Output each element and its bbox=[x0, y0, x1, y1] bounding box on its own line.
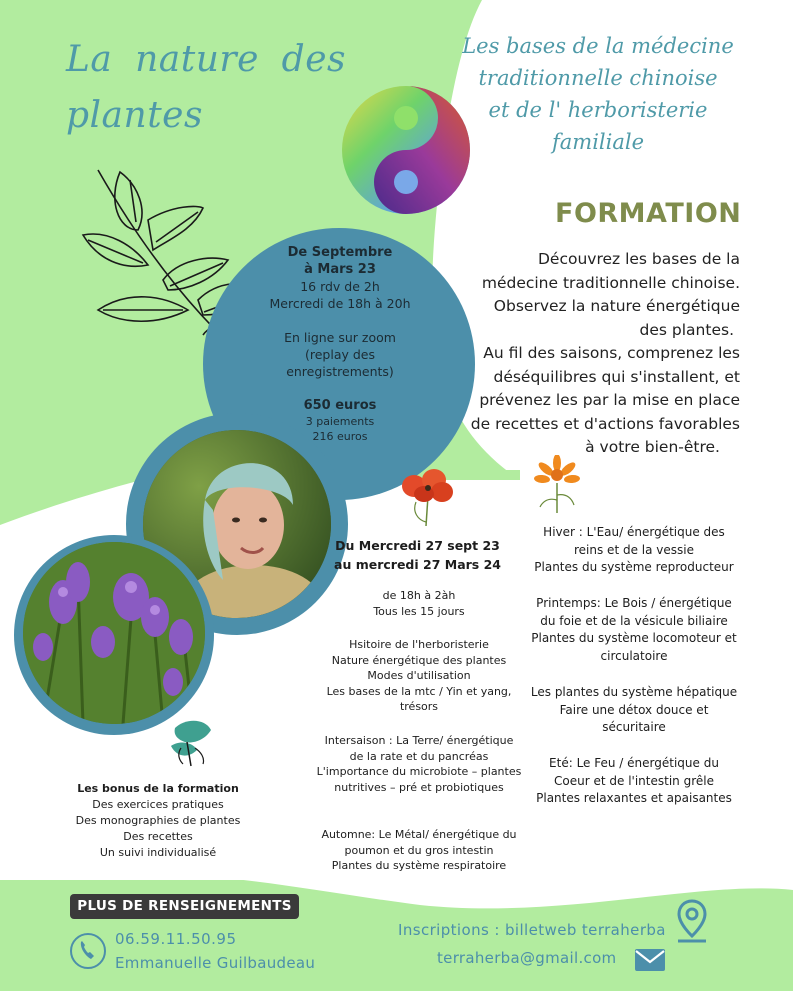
program-block bbox=[308, 588, 530, 619]
program-block bbox=[523, 595, 745, 665]
bonus-item: Un suivi individualisé bbox=[99, 846, 217, 859]
session-dates bbox=[330, 536, 505, 574]
program-line: Modes d'utilisation bbox=[367, 669, 471, 682]
title-line-2: plantes bbox=[66, 95, 203, 136]
bonus-title: Les bonus de la formation bbox=[77, 782, 239, 795]
program-line: Intersaison : La Terre/ énergétique bbox=[324, 734, 514, 747]
program-line: Printemps: Le Bois / énergétique bbox=[536, 596, 732, 610]
program-line: du foie et de la vésicule biliaire bbox=[540, 613, 728, 628]
period-line: De Septembre bbox=[287, 245, 393, 260]
info-circle-text bbox=[248, 244, 432, 444]
program-line: poumon et du gros intestin bbox=[344, 843, 494, 857]
intro-line: médecine traditionnelle chinoise. bbox=[481, 273, 740, 292]
program-line: Plantes du système respiratoire bbox=[331, 859, 507, 872]
program-line: Coeur et de l'intestin grêle bbox=[554, 773, 714, 788]
subtitle-line: et de l' herboristerie bbox=[488, 98, 708, 122]
main-title bbox=[66, 32, 346, 144]
program-line: Plantes du système reproducteur bbox=[534, 560, 734, 574]
program-line: de 18h à 2àh bbox=[382, 589, 456, 602]
leaf-icon bbox=[165, 718, 217, 768]
flower-photo bbox=[23, 542, 205, 724]
online-line: (replay des bbox=[304, 347, 375, 362]
period-line: à Mars 23 bbox=[304, 262, 376, 277]
program-line: nutritives – pré et probiotiques bbox=[334, 780, 504, 794]
intro-line: Découvrez les bases de la bbox=[537, 250, 740, 268]
program-line: de la rate et du pancréas bbox=[349, 749, 489, 763]
program-line: L'importance du microbiote – plantes bbox=[316, 765, 522, 778]
program-line: reins et de la vessie bbox=[574, 542, 694, 557]
subtitle-line: traditionnelle chinoise bbox=[478, 66, 718, 90]
program-line: Automne: Le Métal/ énergétique du bbox=[321, 828, 517, 841]
program-line: sécuritaire bbox=[602, 720, 666, 734]
program-line: Les plantes du système hépatique bbox=[530, 685, 738, 699]
map-pin-icon bbox=[675, 898, 709, 944]
program-block bbox=[523, 524, 745, 577]
intro-line: déséquilibres qui s'installent, et bbox=[493, 367, 740, 386]
online-line: enregistrements) bbox=[286, 364, 394, 379]
mail-icon bbox=[634, 948, 666, 972]
contact-name: Emmanuelle Guilbaudeau bbox=[115, 954, 316, 972]
subtitle-line: Les bases de la médecine bbox=[462, 34, 734, 58]
program-block bbox=[308, 733, 530, 795]
program-block bbox=[523, 755, 745, 808]
program-line: Faire une détox douce et bbox=[559, 702, 709, 717]
dates-line: au mercredi 27 Mars 24 bbox=[334, 557, 501, 572]
program-block bbox=[308, 827, 530, 874]
schedule-text: Mercredi de 18h à 20h bbox=[269, 296, 411, 311]
program-line: Eté: Le Feu / énergétique du bbox=[549, 756, 719, 770]
bonus-item: Des monographies de plantes bbox=[75, 814, 241, 827]
calendula-icon bbox=[532, 455, 582, 515]
inscriptions-link[interactable]: Inscriptions : billetweb terraherba bbox=[398, 921, 666, 939]
program-line: trésors bbox=[399, 700, 439, 713]
email-link[interactable]: terraherba@gmail.com bbox=[437, 949, 617, 967]
program-line: Plantes du système locomoteur et bbox=[531, 631, 737, 645]
bonus-item: Des exercices pratiques bbox=[92, 798, 224, 811]
online-line: En ligne sur zoom bbox=[284, 330, 396, 345]
price-text: 650 euros bbox=[303, 398, 377, 413]
phone-icon[interactable] bbox=[70, 933, 106, 969]
more-info-button[interactable]: PLUS DE RENSEIGNEMENTS bbox=[70, 894, 299, 919]
title-word: nature bbox=[135, 39, 259, 80]
yin-yang-icon bbox=[340, 84, 472, 216]
title-word: des bbox=[281, 39, 346, 80]
intro-line: des plantes. bbox=[639, 320, 734, 339]
program-line: Plantes relaxantes et apaisantes bbox=[536, 791, 732, 805]
bonus-section bbox=[62, 781, 254, 861]
payments-line: 216 euros bbox=[312, 430, 368, 443]
intro-paragraph bbox=[455, 248, 740, 460]
program-block bbox=[308, 637, 530, 715]
formation-heading: FORMATION bbox=[555, 198, 742, 229]
poppy-icon bbox=[398, 466, 456, 528]
program-line: circulatoire bbox=[600, 648, 668, 663]
title-word: La bbox=[66, 39, 113, 80]
program-line: Hiver : L'Eau/ énergétique des bbox=[543, 525, 725, 539]
payments-line: 3 paiements bbox=[305, 415, 375, 428]
bonus-item: Des recettes bbox=[123, 830, 193, 843]
intro-line: à votre bien-être. bbox=[585, 438, 720, 456]
intro-line: de recettes et d'actions favorables bbox=[470, 414, 740, 433]
program-line: Tous les 15 jours bbox=[373, 604, 465, 618]
program-line: Les bases de la mtc / Yin et yang, bbox=[326, 684, 512, 698]
intro-line: Observez la nature énergétique bbox=[493, 297, 740, 315]
intro-line: prévenez les par la mise en place bbox=[479, 391, 740, 409]
program-block bbox=[523, 684, 745, 737]
subtitle bbox=[448, 30, 748, 158]
program-line: Hsitoire de l'herboristerie bbox=[349, 638, 489, 651]
intro-line: Au fil des saisons, comprenez les bbox=[483, 344, 740, 362]
subtitle-line: familiale bbox=[551, 130, 645, 154]
program-line: Nature énergétique des plantes bbox=[331, 653, 507, 667]
rdv-text: 16 rdv de 2h bbox=[300, 279, 380, 294]
dates-line: Du Mercredi 27 sept 23 bbox=[335, 538, 500, 553]
phone-number[interactable]: 06.59.11.50.95 bbox=[115, 930, 237, 948]
